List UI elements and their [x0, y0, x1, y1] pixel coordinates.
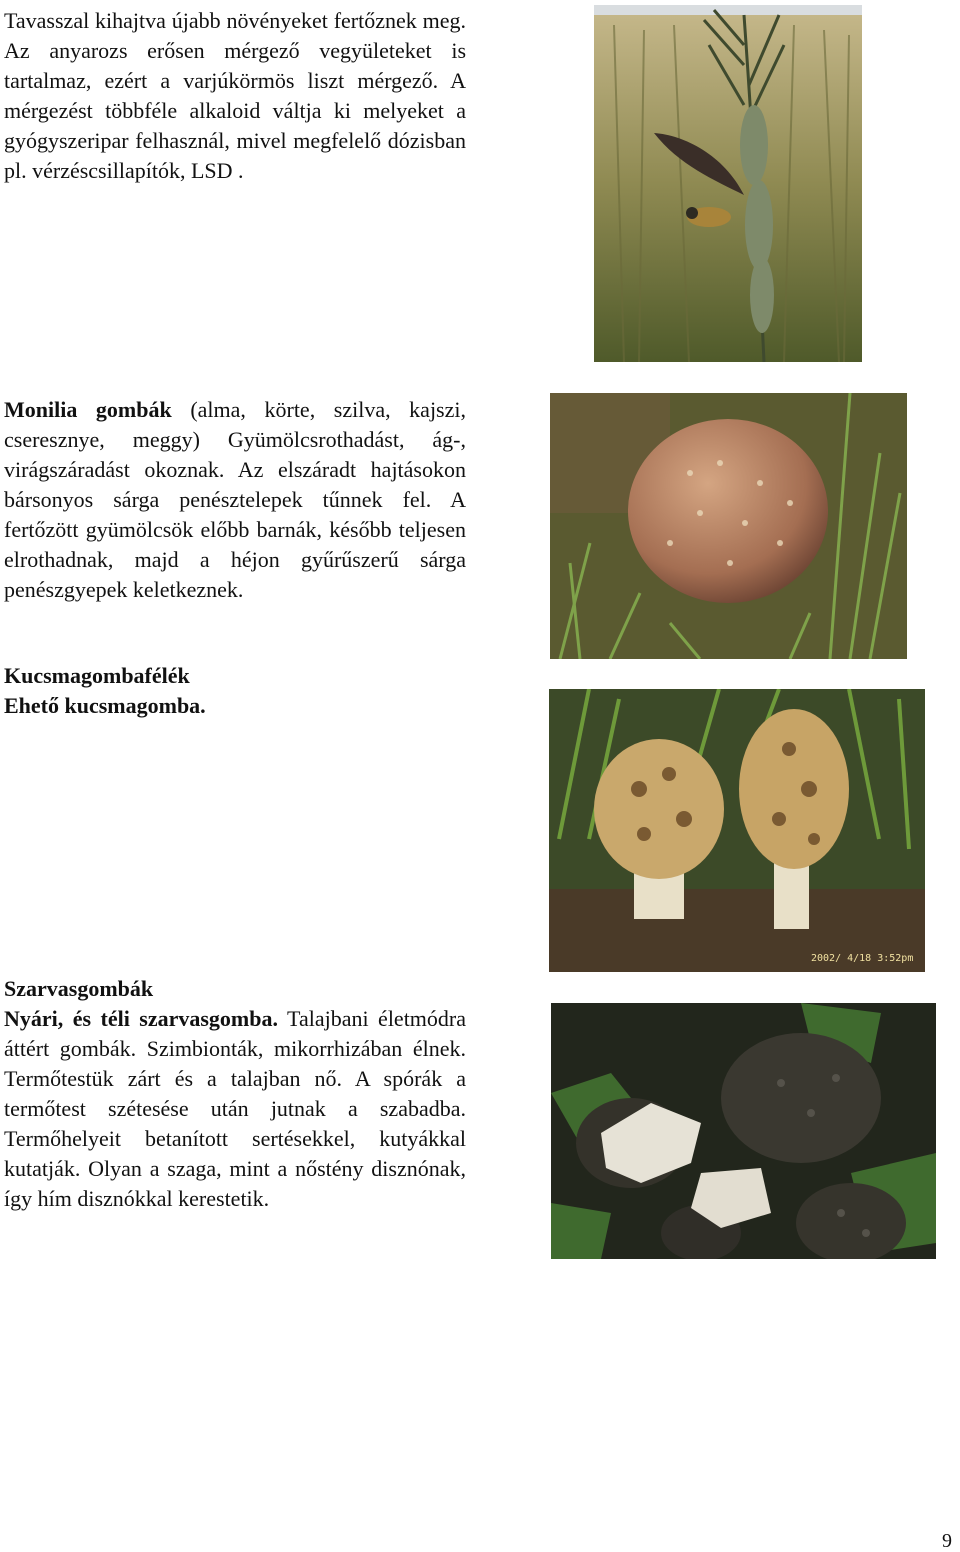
morel-timestamp: 2002/ 4/18 3:52pm	[811, 953, 914, 964]
szarvas-title: Nyári, és téli szarvasgomba.	[4, 1006, 278, 1031]
szarvas-heading: Szarvasgombák	[4, 976, 154, 1001]
monilia-fruit-photo	[550, 393, 907, 659]
szarvas-text: Talajbani életmódra áttért gombák. Szimbionták, mikorrhizában élnek. Termőtestük zárt és a talajban nő. A spórák a termőtest szétesése után jutnak a szabadba. Termőhelyeit betanított sertésekkel, kutyákkal kutatják. Olyan a szaga, mint a nőstény disznónak, így hím disznókkal kerestetik.	[4, 1006, 467, 1211]
page-number: 9	[942, 1530, 952, 1552]
kucsma-heading: Kucsmagombafélék	[4, 663, 190, 688]
ergot-rye-photo	[594, 5, 862, 362]
morel-photo	[549, 689, 925, 972]
intro-paragraph	[4, 6, 466, 186]
monilia-title: Monilia gombák	[4, 397, 172, 422]
monilia-paragraph	[4, 395, 466, 605]
kucsma-subheading: Ehető kucsmagomba.	[4, 693, 206, 718]
intro-text: Tavasszal kihajtva újabb növényeket fertőznek meg. Az anyarozs erősen mérgező vegyületeket is tartalmaz, ezért a varjúkörmös liszt mérgező. A mérgezést többféle alkaloid váltja ki melyeket a gyógyszeripar felhasznál, mivel megfelelő dózisban pl. vérzéscsillapítók, LSD .	[4, 8, 466, 183]
truffle-photo	[551, 1003, 936, 1259]
monilia-text: (alma, körte, szilva, kajszi, cseresznye, meggy) Gyümölcsrothadást, ág-, virágszáradást okoznak. Az elszáradt hajtásokon bársonyos sárga penésztelepek tűnnek fel. A fertőzött gyümölcsök előbb barnák, később teljesen elrothadnak, majd a héjon gyűrűszerű sárga penészgyepek keletkeznek.	[4, 397, 466, 602]
szarvas-paragraph	[4, 1004, 466, 1214]
